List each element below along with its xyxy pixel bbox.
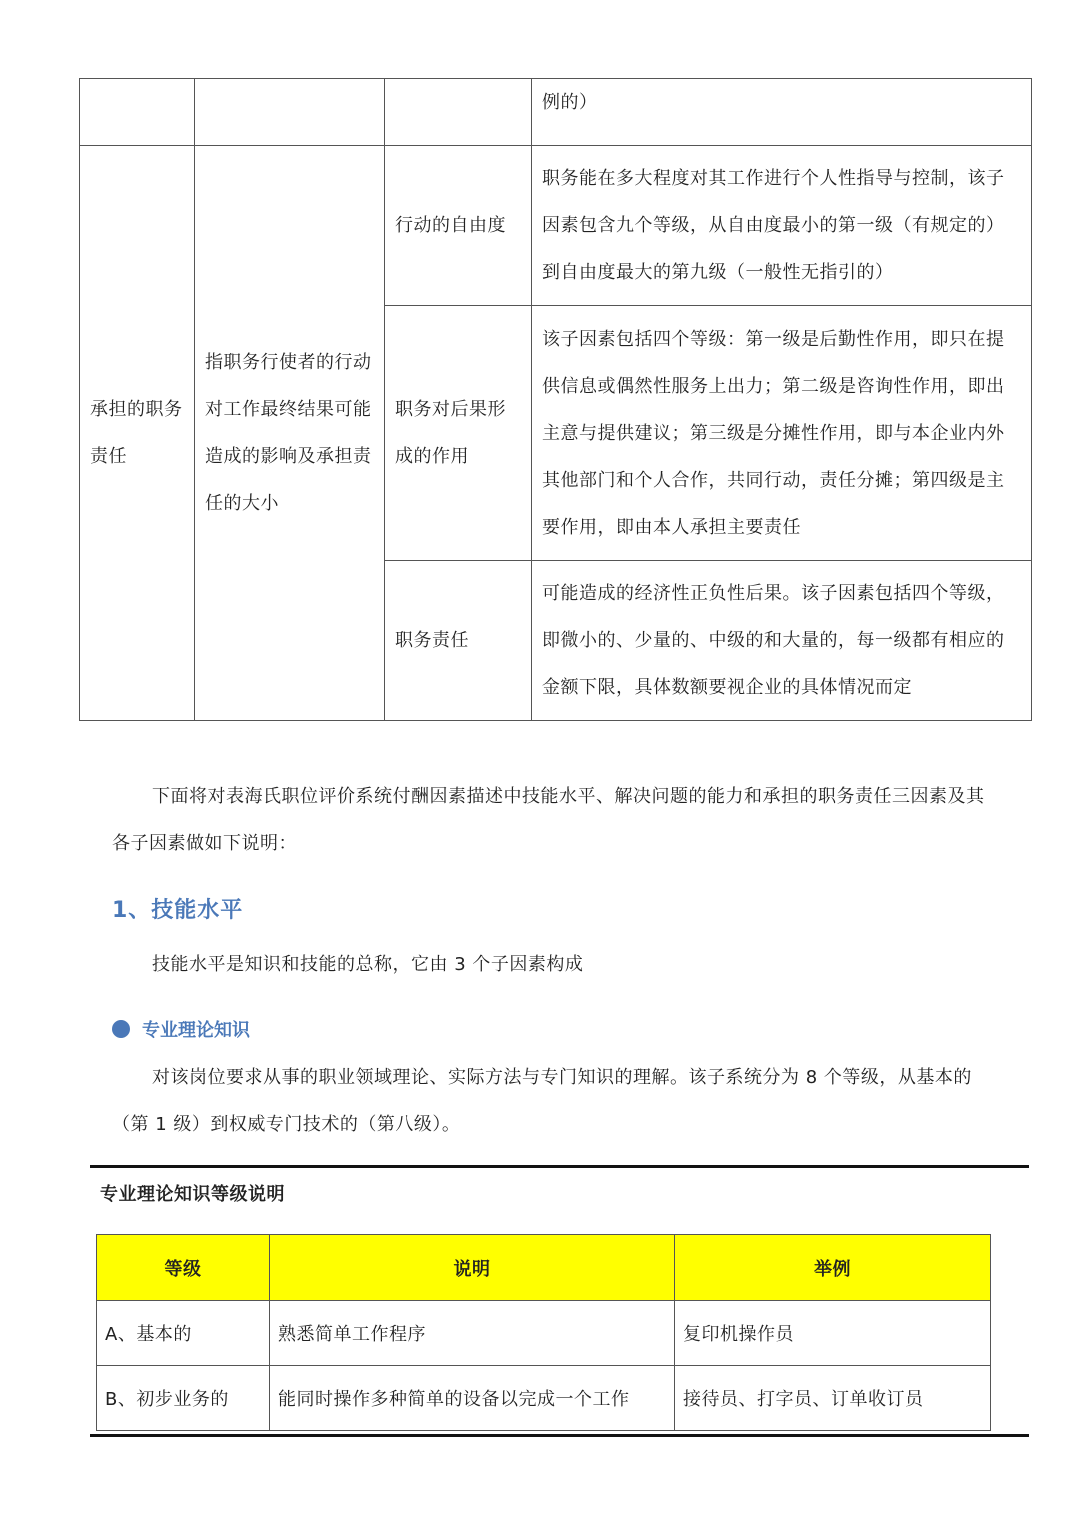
bullet-icon bbox=[112, 1020, 130, 1038]
header-desc: 说明 bbox=[270, 1235, 675, 1301]
top-rule bbox=[90, 1165, 1029, 1168]
desc-cell: 能同时操作多种简单的设备以完成一个工作 bbox=[270, 1366, 675, 1431]
table-cell bbox=[80, 79, 195, 146]
table-cell bbox=[195, 79, 385, 146]
subfactor-name: 职务责任 bbox=[385, 561, 532, 721]
table-caption: 专业理论知识等级说明 bbox=[100, 1184, 285, 1205]
subfactor-name: 职务对后果形成的作用 bbox=[385, 306, 532, 561]
subsection-heading bbox=[112, 1016, 250, 1042]
intro-paragraph: 下面将对表海氏职位评价系统付酬因素描述中技能水平、解决问题的能力和承担的职务责任三因素及其各子因素做如下说明： bbox=[112, 786, 985, 854]
subfactor-desc: 可能造成的经济性正负性后果。该子因素包括四个等级，即微小的、少量的、中级的和大量的，每一级都有相应的金额下限，具体数额要视企业的具体情况而定 bbox=[532, 561, 1032, 721]
table-cell: 例的） bbox=[532, 79, 1032, 146]
subfactor-desc: 职务能在多大程度对其工作进行个人性指导与控制，该子因素包含九个等级，从自由度最小的第一级（有规定的）到自由度最大的第九级（一般性无指引的） bbox=[532, 146, 1032, 306]
header-example: 举例 bbox=[675, 1235, 991, 1301]
factor-name: 承担的职务责任 bbox=[80, 146, 195, 721]
example-cell: 接待员、打字员、订单收订员 bbox=[675, 1366, 991, 1431]
factor-definition: 指职务行使者的行动对工作最终结果可能造成的影响及承担责任的大小 bbox=[195, 146, 385, 721]
table-row bbox=[97, 1301, 991, 1366]
responsibility-table bbox=[79, 78, 1032, 721]
example-cell: 复印机操作员 bbox=[675, 1301, 991, 1366]
level-cell: B、初步业务的 bbox=[97, 1366, 270, 1431]
desc-cell: 熟悉简单工作程序 bbox=[270, 1301, 675, 1366]
bottom-rule bbox=[90, 1434, 1029, 1437]
header-level: 等级 bbox=[97, 1235, 270, 1301]
section-heading: 1、技能水平 bbox=[112, 898, 244, 923]
subfactor-desc: 该子因素包括四个等级：第一级是后勤性作用，即只在提供信息或偶然性服务上出力；第二级是咨询性作用，即出主意与提供建议；第三级是分摊性作用，即与本企业内外其他部门和个人合作，共同行动，责任分摊；第四级是主要作用，即由本人承担主要责任 bbox=[532, 306, 1032, 561]
level-cell: A、基本的 bbox=[97, 1301, 270, 1366]
subfactor-name: 行动的自由度 bbox=[385, 146, 532, 306]
section-text: 技能水平是知识和技能的总称，它由 3 个子因素构成 bbox=[152, 954, 584, 975]
table-cell bbox=[385, 79, 532, 146]
levels-table bbox=[96, 1234, 991, 1431]
subsection-text: 对该岗位要求从事的职业领域理论、实际方法与专门知识的理解。该子系统分为 8 个等级，从基本的（第 1 级）到权威专门技术的（第八级）。 bbox=[112, 1067, 972, 1135]
table-row bbox=[97, 1366, 991, 1431]
subsection-title: 专业理论知识 bbox=[142, 1020, 250, 1041]
